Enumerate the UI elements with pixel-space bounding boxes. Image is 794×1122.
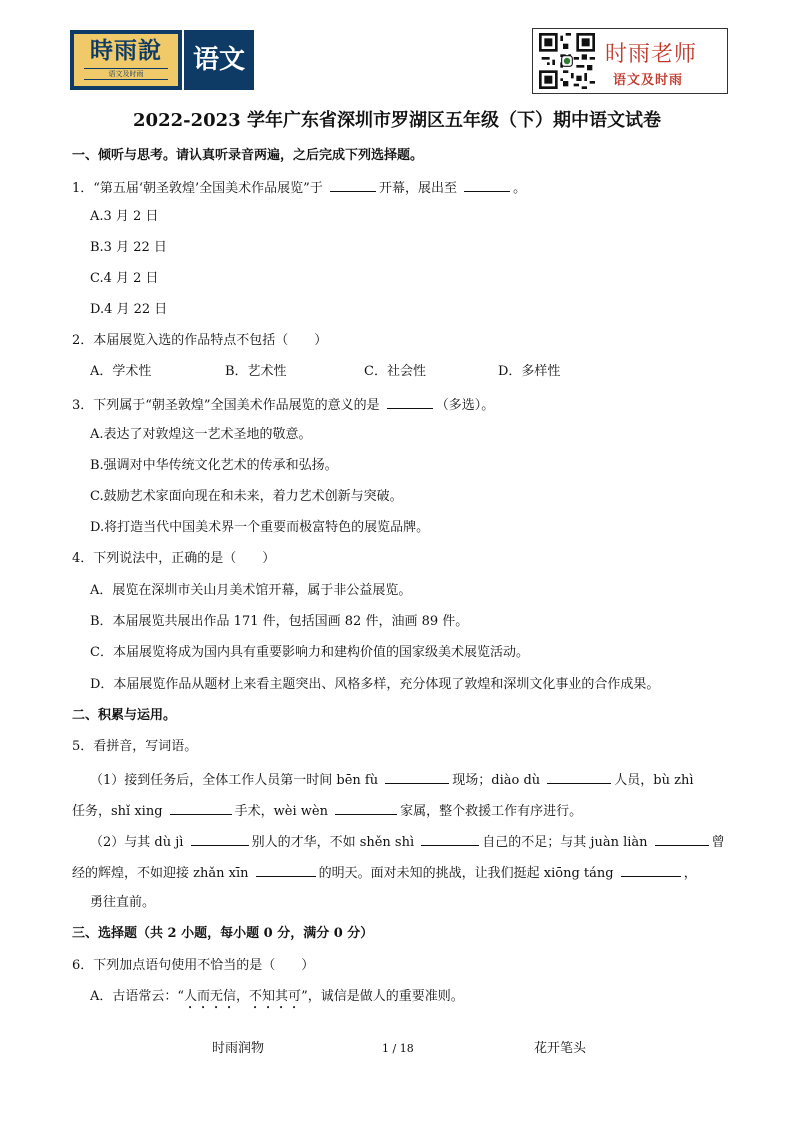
section-heading-3: 三、选择题（共 2 小题，每小题 0 分，满分 0 分） [72, 926, 374, 941]
page-title: 2022-2023 学年广东省深圳市罗湖区五年级（下）期中语文试卷 [133, 110, 661, 131]
answer-blank[interactable] [256, 863, 316, 877]
question-4: 4．下列说法中，正确的是（ ） [72, 551, 276, 566]
question-1-text-a: 1．“第五届‘朝圣敦煌’全国美术作品展览”于 [72, 181, 323, 196]
section-heading-1: 一、倾听与思考。请认真听录音两遍，之后完成下列选择题。 [72, 148, 424, 163]
teacher-name: 时雨老师 [605, 42, 698, 67]
answer-blank[interactable] [191, 832, 249, 846]
question-5-text: 自己的不足；与其 juàn liàn [482, 835, 648, 850]
answer-blank[interactable] [621, 863, 681, 877]
option-item: D．本届展览作品从题材上来看主题突出、风格多样，充分体现了敦煌和深圳文化事业的合作成果。 [90, 677, 660, 692]
option-item: A．学术性 [90, 364, 152, 379]
question-5-line [72, 863, 697, 883]
answer-blank[interactable] [330, 178, 376, 192]
subject-label: 语文 [184, 30, 254, 90]
page-number: 1 / 18 [382, 1042, 414, 1055]
option-text: ”，诚信是做人的重要准则。 [301, 989, 464, 1004]
teacher-banner [532, 28, 728, 94]
question-5-text: （2）与其 dù jì [90, 835, 184, 850]
question-2: 2．本届展览入选的作品特点不包括（ ） [72, 333, 328, 348]
option-item: C.鼓励艺术家面向现在和未来，着力艺术创新与突破。 [90, 489, 403, 504]
question-3-text-b: （多选）。 [435, 398, 495, 413]
option-item: A．展览在深圳市关山月美术馆开幕，属于非公益展览。 [90, 583, 412, 598]
option-item: A.表达了对敦煌这一艺术圣地的敬意。 [90, 427, 312, 442]
footer-right: 花开笔头 [534, 1041, 587, 1056]
option-item: C.4 月 2 日 [90, 271, 159, 286]
question-5-text: 别人的才华，不如 shěn shì [251, 835, 415, 850]
option-item: B.强调对中华传统文化艺术的传承和弘扬。 [90, 458, 338, 473]
section-heading-2: 二、积累与运用。 [72, 708, 177, 723]
question-5-text: 任务，shǐ xing [72, 804, 163, 819]
question-5-text: 曾 [711, 835, 725, 850]
question-3-text-a: 3．下列属于“朝圣敦煌”全国美术作品展览的意义的是 [72, 398, 380, 413]
question-5-line: 勇往直前。 [90, 895, 156, 910]
option-item: B．本届展览共展出作品 171 件，包括国画 82 件，油画 89 件。 [90, 614, 469, 629]
option-item: D.将打造当代中国美术界一个重要而极富特色的展览品牌。 [90, 520, 430, 535]
option-item: D．多样性 [498, 364, 561, 379]
question-1-text-c: 。 [513, 181, 527, 196]
brand-logo [70, 30, 254, 90]
answer-blank[interactable] [655, 832, 709, 846]
question-5-text: 手术，wèi wèn [234, 804, 328, 819]
question-5-text: 的明天。面对未知的挑战，让我们挺起 xiōng táng [318, 866, 614, 881]
answer-blank[interactable] [421, 832, 479, 846]
brand-logo-text: 時雨說 [90, 38, 162, 64]
option-text: A．古语常云：“ [90, 989, 185, 1004]
answer-blank[interactable] [387, 395, 433, 409]
question-5-text: 人员，bù zhì [614, 773, 694, 788]
question-5-text: 经的辉煌，不如迎接 zhǎn xīn [72, 866, 249, 881]
footer-left: 时雨润物 [212, 1041, 265, 1056]
question-1 [72, 178, 526, 198]
option-item: B．艺术性 [225, 364, 287, 379]
option-item: C．本届展览将成为国内具有重要影响力和建构价值的国家级美术展览活动。 [90, 645, 529, 660]
brand-logo-sub: 语文及时雨 [84, 68, 168, 80]
option-item: A.3 月 2 日 [90, 209, 159, 224]
answer-blank[interactable] [464, 178, 510, 192]
teacher-slogan: 语文及时雨 [613, 73, 684, 88]
question-6-option-a [90, 988, 464, 1012]
option-item: D.4 月 22 日 [90, 302, 168, 317]
brand-logo-frame [70, 30, 182, 90]
answer-blank[interactable] [335, 801, 397, 815]
question-5: 5．看拼音，写词语。 [72, 739, 198, 754]
option-item: B.3 月 22 日 [90, 240, 167, 255]
question-5-text: ， [683, 866, 697, 881]
answer-blank[interactable] [547, 770, 611, 784]
question-5-text: 家属，整个救援工作有序进行。 [400, 804, 583, 819]
question-1-text-b: 开幕，展出至 [378, 181, 457, 196]
question-6: 6．下列加点语句使用不恰当的是（ ） [72, 958, 315, 973]
question-5-text: （1）接到任务后，全体工作人员第一时间 bēn fù [90, 773, 379, 788]
question-5-line [90, 832, 725, 852]
question-5-line [90, 770, 694, 790]
question-5-text: 现场；diào dù [452, 773, 541, 788]
question-3 [72, 395, 494, 415]
dotted-phrase: 人而无信，不知其可 [184, 989, 302, 1004]
answer-blank[interactable] [385, 770, 449, 784]
option-item: C．社会性 [364, 364, 426, 379]
question-5-line [72, 801, 582, 821]
answer-blank[interactable] [170, 801, 232, 815]
qr-code-icon [539, 33, 595, 89]
